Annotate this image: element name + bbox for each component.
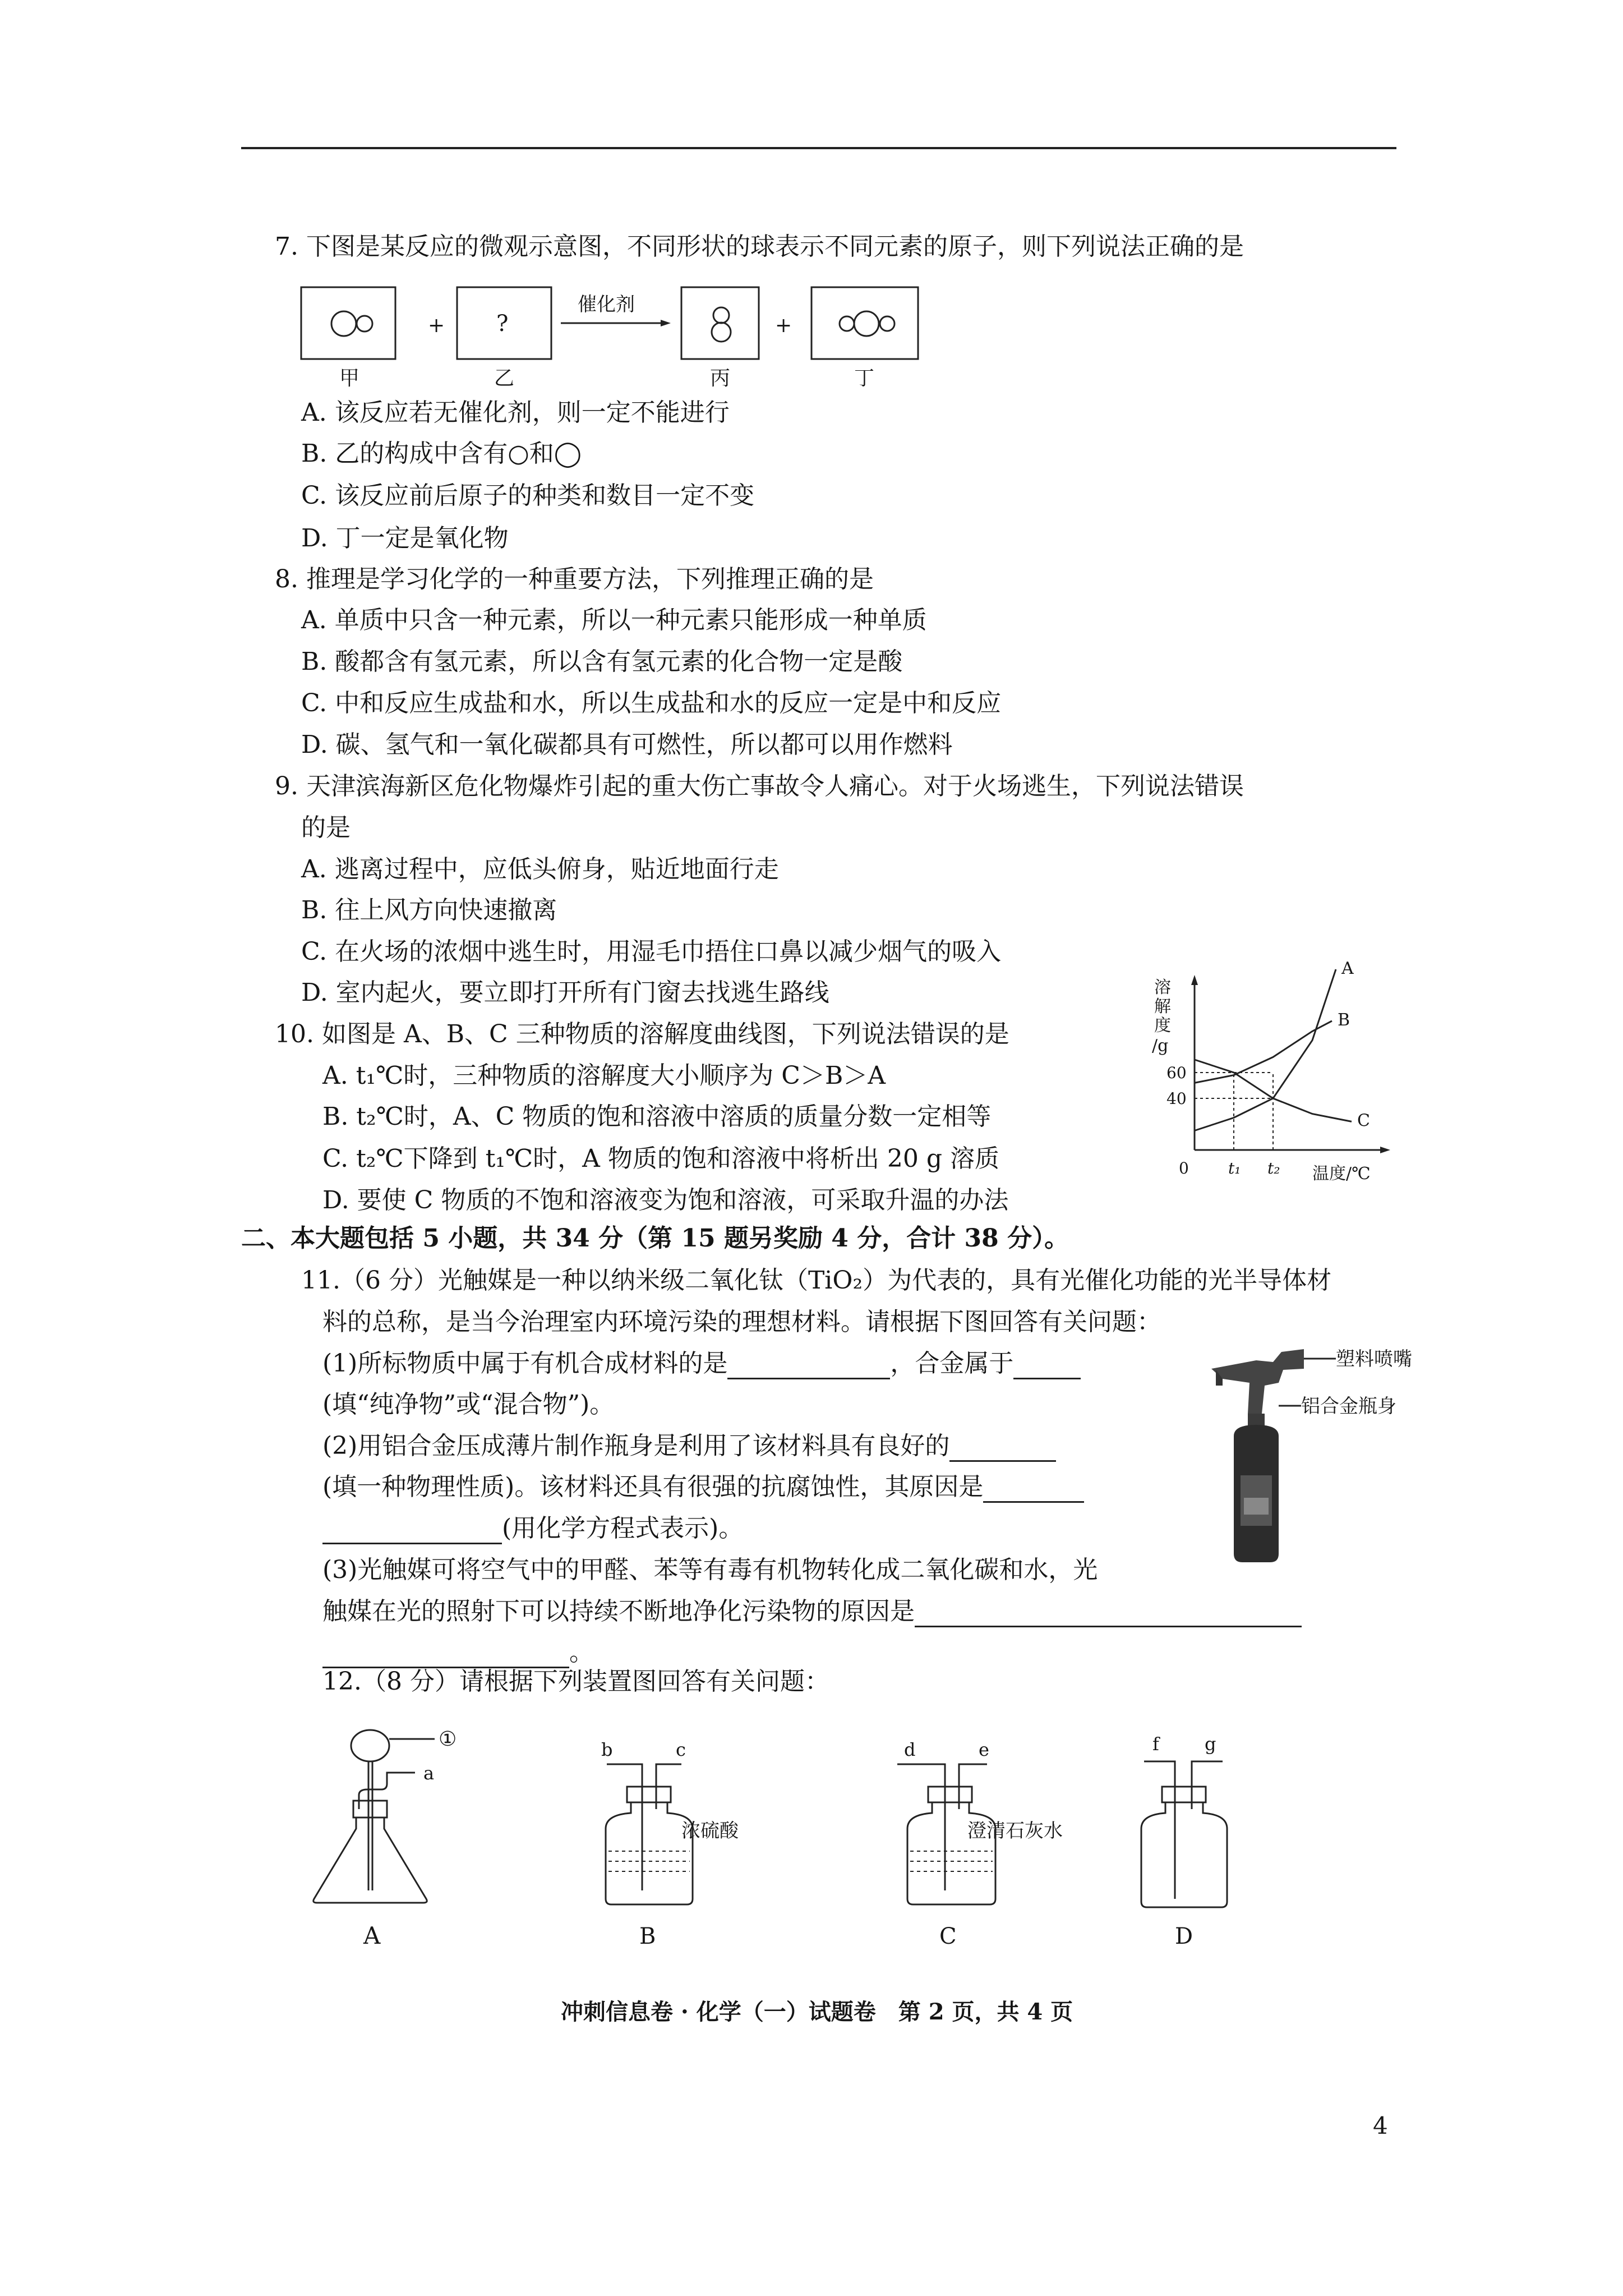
label-b: B bbox=[639, 1924, 656, 1949]
label-d: D bbox=[1175, 1924, 1193, 1949]
page-number: 4 bbox=[1373, 2112, 1388, 2139]
q7-option-b: B. 乙的构成中含有○和◯ bbox=[301, 439, 582, 468]
q8-stem: 8. 推理是学习化学的一种重要方法，下列推理正确的是 bbox=[275, 565, 874, 593]
q10-option-a: A. t₁℃时，三种物质的溶解度大小顺序为 C＞B＞A bbox=[322, 1061, 886, 1090]
conical-flask bbox=[313, 1818, 427, 1903]
apparatus-d bbox=[1141, 1733, 1227, 1949]
q10-option-c: C. t₂℃下降到 t₁℃时，A 物质的饱和溶液中将析出 20 g 溶质 bbox=[322, 1144, 1000, 1173]
label-bing: 丙 bbox=[710, 367, 731, 390]
q11-p3a: (3)光触媒可将空气中的甲醛、苯等有毒有机物转化成二氧化碳和水，光 bbox=[322, 1556, 1098, 1584]
q11-p3b: 触媒在光的照射下可以持续不断地净化污染物的原因是 bbox=[322, 1597, 915, 1626]
apparatus-b bbox=[601, 1739, 739, 1949]
q11-p1c: (填“纯净物”或“混合物”)。 bbox=[322, 1390, 615, 1419]
ylabel-1: 溶 bbox=[1154, 978, 1171, 997]
q7-option-c: C. 该反应前后原子的种类和数目一定不变 bbox=[301, 481, 755, 510]
plus-2: + bbox=[775, 314, 792, 337]
svg-text:d: d bbox=[904, 1739, 916, 1760]
q8-option-b: B. 酸都含有氢元素，所以含有氢元素的化合物一定是酸 bbox=[301, 647, 903, 676]
svg-text:c: c bbox=[676, 1739, 686, 1760]
unknown-mark: ? bbox=[496, 311, 509, 337]
funnel-bulb bbox=[351, 1730, 389, 1761]
plus-1: + bbox=[428, 314, 445, 337]
apparatus-c bbox=[897, 1739, 1063, 1949]
svg-text:b: b bbox=[601, 1739, 613, 1760]
q8-option-d: D. 碳、氢气和一氧化碳都具有可燃性，所以都可以用作燃料 bbox=[301, 730, 953, 759]
q9-option-d: D. 室内起火，要立即打开所有门窗去找逃生路线 bbox=[301, 978, 829, 1007]
svg-text:f: f bbox=[1152, 1733, 1159, 1755]
liquid-label-b: 浓硫酸 bbox=[681, 1820, 739, 1842]
ylabel-3: 度 bbox=[1154, 1016, 1171, 1036]
q11-p1b: ，合金属于 bbox=[890, 1349, 1014, 1378]
q7-option-a: A. 该反应若无催化剂，则一定不能进行 bbox=[301, 398, 730, 427]
q9-stem-line1: 9. 天津滨海新区危化物爆炸引起的重大伤亡事故令人痛心。对于火场逃生，下列说法错误 bbox=[275, 772, 1244, 800]
svg-text:g: g bbox=[1205, 1733, 1216, 1755]
label-jia: 甲 bbox=[339, 367, 360, 390]
q10-option-d: D. 要使 C 物质的不饱和溶液变为饱和溶液，可采取升温的办法 bbox=[322, 1186, 1009, 1214]
q9-option-c: C. 在火场的浓烟中逃生时，用湿毛巾捂住口鼻以减少烟气的吸入 bbox=[301, 937, 1002, 966]
x-tick-label: t₂ bbox=[1267, 1159, 1280, 1177]
footer-text: 冲刺信息卷 · 化学（一）试题卷 第 2 页，共 4 页 bbox=[561, 1999, 1073, 2025]
ylabel-2: 解 bbox=[1154, 997, 1171, 1016]
q11-p3c: 。 bbox=[569, 1638, 594, 1667]
series-label-A: A bbox=[1341, 959, 1354, 978]
ylabel-4: /g bbox=[1152, 1036, 1169, 1056]
q11-line2: 料的总称，是当今治理室内环境污染的理想材料。请根据下图回答有关问题： bbox=[322, 1308, 1161, 1336]
q9-stem-line2: 的是 bbox=[301, 813, 351, 842]
label-c: C bbox=[939, 1924, 957, 1949]
y-tick-label: 60 bbox=[1166, 1064, 1187, 1082]
liquid-label-c: 澄清石灰水 bbox=[967, 1820, 1063, 1842]
q11-line1: 11.（6 分）光触媒是一种以纳米级二氧化钛（TiO₂）为代表的，具有光催化功能的光半导体材 bbox=[301, 1266, 1332, 1295]
q10-stem: 10. 如图是 A、B、C 三种物质的溶解度曲线图，下列说法错误的是 bbox=[275, 1020, 1009, 1048]
q11-p2b: (填一种物理性质)。该材料还具有很强的抗腐蚀性，其原因是 bbox=[322, 1473, 984, 1501]
q8-option-a: A. 单质中只含一种元素，所以一种元素只能形成一种单质 bbox=[301, 606, 927, 634]
svg-text:a: a bbox=[423, 1763, 435, 1784]
series-label-C: C bbox=[1357, 1111, 1370, 1131]
q11-p2c: (用化学方程式表示)。 bbox=[502, 1514, 744, 1543]
apparatus-a bbox=[313, 1728, 457, 1949]
series-label-B: B bbox=[1338, 1010, 1350, 1030]
catalyst-label: 催化剂 bbox=[578, 293, 635, 316]
q12-stem: 12.（8 分）请根据下列装置图回答有关问题： bbox=[322, 1667, 829, 1696]
section2-heading: 二、本大题包括 5 小题，共 34 分（第 15 题另奖励 4 分，合计 38 分）。 bbox=[241, 1224, 1069, 1253]
label-ding: 丁 bbox=[854, 367, 875, 390]
q10-option-b: B. t₂℃时，A、C 物质的饱和溶液中溶质的质量分数一定相等 bbox=[322, 1102, 992, 1131]
svg-text:①: ① bbox=[439, 1728, 457, 1751]
q11-p2a: (2)用铝合金压成薄片制作瓶身是利用了该材料具有良好的 bbox=[322, 1432, 950, 1460]
y-tick-label: 40 bbox=[1166, 1089, 1187, 1108]
label-yi: 乙 bbox=[494, 367, 515, 390]
q11-p1a: (1)所标物质中属于有机合成材料的是 bbox=[322, 1349, 728, 1378]
q9-option-a: A. 逃离过程中，应低头俯身，贴近地面行走 bbox=[301, 855, 779, 884]
q7-option-d: D. 丁一定是氧化物 bbox=[301, 524, 509, 553]
q8-option-c: C. 中和反应生成盐和水，所以生成盐和水的反应一定是中和反应 bbox=[301, 689, 1002, 717]
q9-option-b: B. 往上风方向快速撤离 bbox=[301, 896, 557, 924]
x-axis-label: 温度/℃ bbox=[1312, 1164, 1371, 1184]
label-a: A bbox=[363, 1922, 381, 1949]
label-body: 铝合金瓶身 bbox=[1301, 1395, 1396, 1418]
label-nozzle: 塑料喷嘴 bbox=[1336, 1348, 1412, 1370]
svg-text:e: e bbox=[979, 1739, 989, 1760]
q7-stem: 7. 下图是某反应的微观示意图，不同形状的球表示不同元素的原子，则下列说法正确的是 bbox=[275, 232, 1244, 261]
origin-label: 0 bbox=[1179, 1159, 1189, 1177]
x-tick-label: t₁ bbox=[1228, 1159, 1241, 1177]
